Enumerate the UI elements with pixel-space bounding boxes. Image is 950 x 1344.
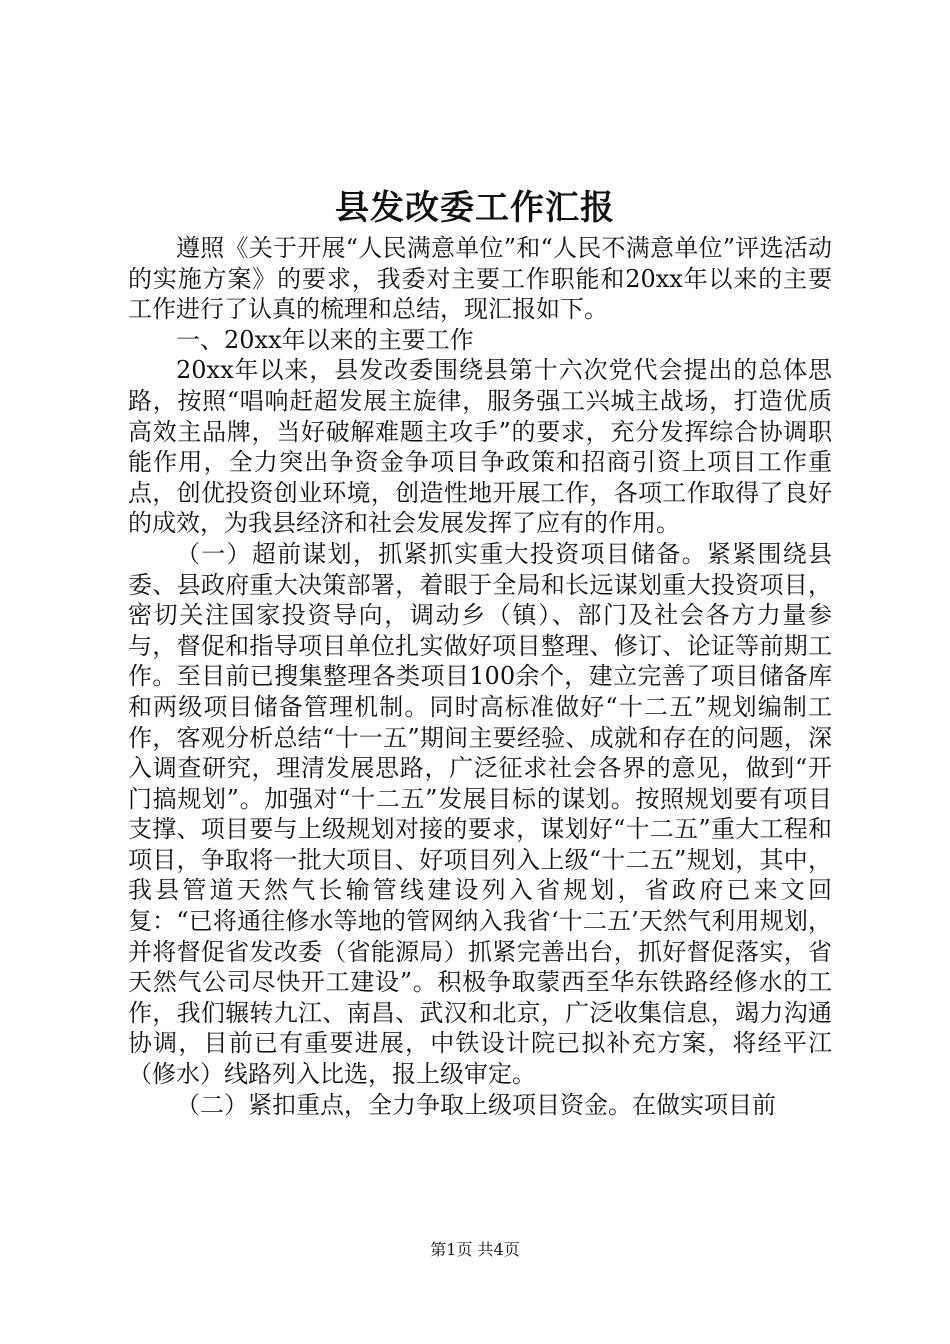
paragraph-intro: 遵照《关于开展“人民满意单位”和“人民不满意单位”评选活动的实施方案》的要求，我委对主要工作职能和20xx年以来的主要工作进行了认真的梳理和总结，现汇报如下。 bbox=[128, 234, 832, 324]
paragraph-overview: 20xx年以来，县发改委围绕县第十六次党代会提出的总体思路，按照“唱响赶超发展主旋律，服务强工兴城主战场，打造优质高效主品牌，当好破解难题主攻手”的要求，充分发挥综合协调职能作用，全力突出争资金争项目争政策和招商引资上项目工作重点，创优投资创业环境，创造性地开展工作，各项工作取得了良好的成效，为我县经济和社会发展发挥了应有的作用。 bbox=[128, 356, 832, 538]
section-heading-1: 一、20xx年以来的主要工作 bbox=[176, 325, 474, 354]
document-title: 县发改委工作汇报 bbox=[335, 188, 615, 228]
document-body bbox=[128, 233, 832, 1120]
page-footer: 第1页 共4页 bbox=[430, 1240, 520, 1259]
paragraph-item-1: （一）超前谋划，抓紧抓实重大投资项目储备。紧紧围绕县委、县政府重大决策部署，着眼于全局和长远谋划重大投资项目，密切关注国家投资导向，调动乡（镇）、部门及社会各方力量参与，督促和指导项目单位扎实做好项目整理、修订、论证等前期工作。至目前已搜集整理各类项目100余个，建立完善了项目储备库和两级项目储备管理机制。同时高标准做好“十二五”规划编制工作，客观分析总结“十一五”期间主要经验、成就和存在的问题，深入调查研究，理清发展思路，广泛征求社会各界的意见，做到“开门搞规划”。加强对“十二五”发展目标的谋划。按照规划要有项目支撑、项目要与上级规划对接的要求，谋划好“十二五”重大工程和项目，争取将一批大项目、好项目列入上级“十二五”规划，其中，我县管道天然气长输管线建设列入省规划，省政府已来文回复：“已将通往修水等地的管网纳入我省‘十二五’天然气利用规划，并将督促省发改委（省能源局）抓紧完善出台，抓好督促落实，省天然气公司尽快开工建设”。积极争取蒙西至华东铁路经修水的工作，我们辗转九江、南昌、武汉和北京，广泛收集信息，竭力沟通协调，目前已有重要进展，中铁设计院已拟补充方案，将经平江（修水）线路列入比选，报上级审定。 bbox=[128, 539, 832, 1089]
paragraph-item-2: （二）紧扣重点，全力争取上级项目资金。在做实项目前 bbox=[176, 1090, 776, 1119]
